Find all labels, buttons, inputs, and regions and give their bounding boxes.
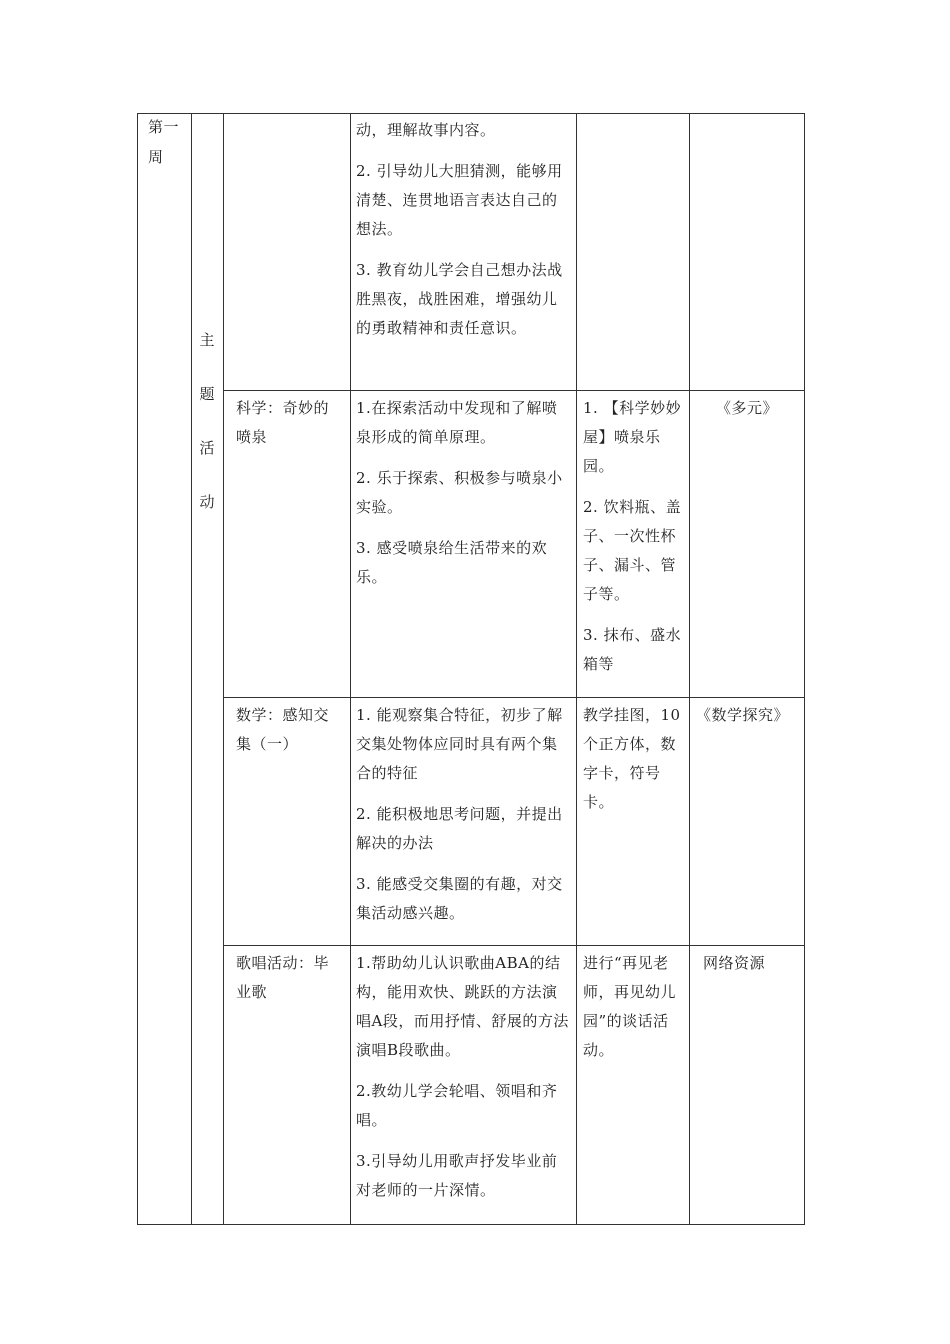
col-divider-4	[576, 113, 577, 1225]
source-cell-row2: 《数学探究》	[696, 706, 790, 724]
goal-text: 2. 能积极地思考问题，并提出解决的办法	[356, 805, 563, 852]
table-border-right	[804, 113, 805, 1225]
prep-text: 进行“再见老师，再见幼儿园”的谈话活动。	[583, 954, 677, 1059]
week-label: 第一周	[148, 118, 180, 166]
col-divider-5	[689, 113, 690, 1225]
goals-cell-row0	[356, 116, 572, 355]
theme-label-1: 主	[199, 331, 215, 349]
table-border-top	[137, 113, 805, 114]
theme-label-4: 动	[199, 493, 215, 511]
source-cell-row1: 《多元》	[716, 399, 779, 417]
prep-text: 2. 饮料瓶、盖子、一次性杯子、漏斗、管子等。	[583, 498, 682, 603]
goals-cell-row1	[356, 394, 572, 604]
activity-cell-row2: 数学：感知交集（一）	[236, 706, 330, 753]
source-cell-row3: 网络资源	[703, 954, 766, 972]
row-divider-2	[223, 697, 805, 698]
prep-cell-row1	[583, 394, 683, 695]
row-divider-1	[223, 390, 805, 391]
goal-text: 1.帮助幼儿认识歌曲ABA的结构，能用欢快、跳跃的方法演唱A段，而用抒情、舒展的方法演唱B段歌曲。	[356, 954, 569, 1059]
table-border-bottom	[137, 1224, 805, 1225]
col-divider-2	[223, 113, 224, 1225]
goal-text: 动，理解故事内容。	[356, 121, 496, 139]
goal-text: 3.引导幼儿用歌声抒发毕业前对老师的一片深情。	[356, 1152, 558, 1199]
goal-text: 3. 能感受交集圈的有趣，对交集活动感兴趣。	[356, 875, 563, 922]
goals-cell-row3	[356, 949, 572, 1217]
col-divider-3	[350, 113, 351, 1225]
prep-cell-row2	[583, 701, 683, 829]
goal-text: 2.教幼儿学会轮唱、领唱和齐唱。	[356, 1082, 558, 1129]
prep-text: 1. 【科学妙妙屋】喷泉乐园。	[583, 399, 682, 475]
goal-text: 3. 感受喷泉给生活带来的欢乐。	[356, 539, 548, 586]
activity-cell-row3: 歌唱活动：毕业歌	[236, 954, 330, 1001]
goal-text: 1. 能观察集合特征，初步了解交集处物体应同时具有两个集合的特征	[356, 706, 563, 782]
goals-cell-row2	[356, 701, 572, 940]
col-divider-1	[191, 113, 192, 1225]
goal-text: 3. 教育幼儿学会自己想办法战胜黑夜，战胜困难，增强幼儿的勇敢精神和责任意识。	[356, 261, 563, 337]
goal-text: 2. 乐于探索、积极参与喷泉小实验。	[356, 469, 563, 516]
row-divider-3	[223, 945, 805, 946]
theme-label-2: 题	[199, 385, 215, 403]
activity-cell-row1: 科学：奇妙的喷泉	[236, 399, 330, 446]
prep-text: 教学挂图，10个正方体，数字卡，符号卡。	[583, 706, 681, 811]
goal-text: 1.在探索活动中发现和了解喷泉形成的简单原理。	[356, 399, 558, 446]
prep-cell-row3	[583, 949, 683, 1077]
prep-text: 3. 抹布、盛水箱等	[583, 626, 682, 673]
goal-text: 2. 引导幼儿大胆猜测，能够用清楚、连贯地语言表达自己的想法。	[356, 162, 563, 238]
table-border-left	[137, 113, 138, 1225]
theme-label-3: 活	[199, 439, 215, 457]
